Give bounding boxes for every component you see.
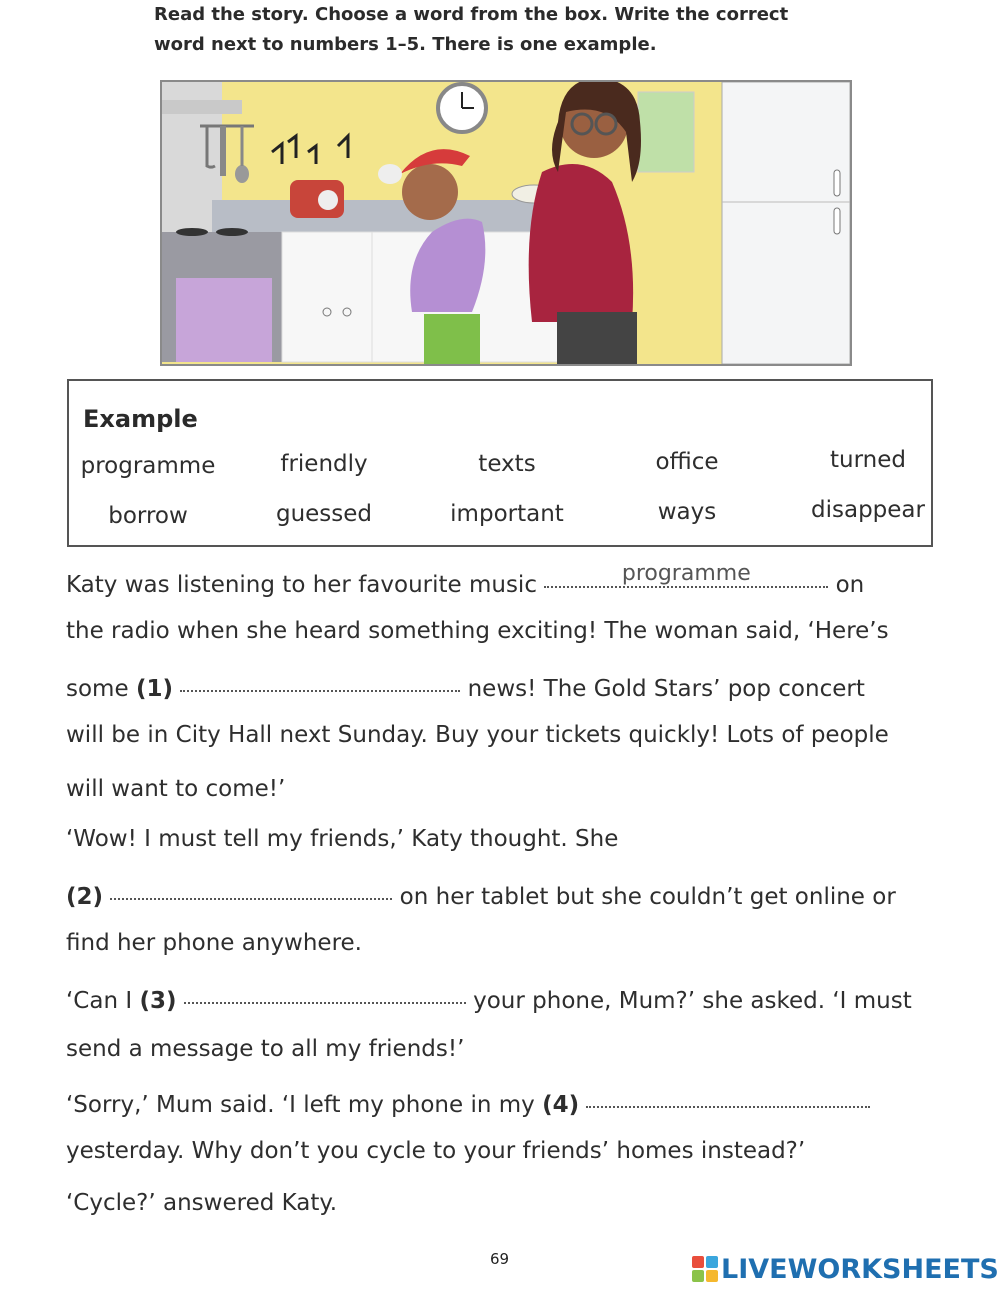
instruction-line-1: Read the story. Choose a word from the box. Write the correct <box>154 4 789 25</box>
answer-gap-3[interactable] <box>184 982 466 1008</box>
story-line-12: yesterday. Why don’t you cycle to your friends’ homes instead?’ <box>66 1138 806 1164</box>
word-guessed: guessed <box>275 501 373 527</box>
word-borrow: borrow <box>108 503 188 529</box>
word-important: important <box>450 501 564 527</box>
story-text: some <box>66 676 129 702</box>
word-programme: programme <box>80 453 216 479</box>
word-ways: ways <box>657 499 717 525</box>
story-line-9 <box>66 982 912 1014</box>
answer-gap-1[interactable] <box>180 670 460 696</box>
story-line-6: ‘Wow! I must tell my friends,’ Katy thought. She <box>66 826 619 852</box>
word-office: office <box>655 449 719 475</box>
story-line-5: will want to come!’ <box>66 776 286 802</box>
question-number-2: (2) <box>66 884 104 910</box>
word-turned: turned <box>830 447 906 473</box>
word-disappear: disappear <box>811 497 925 523</box>
story-line-10: send a message to all my friends!’ <box>66 1036 465 1062</box>
answer-gap-4[interactable] <box>586 1086 870 1112</box>
question-number-1: (1) <box>135 676 173 702</box>
liveworksheets-logo[interactable] <box>692 1253 999 1285</box>
question-number-3: (3) <box>139 988 177 1014</box>
dotted-line <box>184 996 466 1004</box>
logo-square <box>692 1270 704 1282</box>
story-line-4: will be in City Hall next Sunday. Buy your tickets quickly! Lots of people <box>66 722 889 748</box>
story-line-13: ‘Cycle?’ answered Katy. <box>66 1190 338 1216</box>
story-line-2: the radio when she heard something exciting! The woman said, ‘Here’s <box>66 618 889 644</box>
story-text: your phone, Mum?’ she asked. ‘I must <box>473 988 912 1014</box>
dotted-line <box>110 892 392 900</box>
logo-grid-icon <box>692 1256 718 1282</box>
story-text: news! The Gold Stars’ pop concert <box>467 676 865 702</box>
word-box <box>67 379 933 547</box>
story-text: on her tablet but she couldn’t get online or <box>399 884 896 910</box>
logo-square <box>706 1270 718 1282</box>
story-line-1 <box>66 561 865 598</box>
instructions <box>154 0 854 60</box>
kitchen-illustration <box>160 80 852 366</box>
instruction-line-2: word next to numbers 1–5. There is one example. <box>154 34 657 55</box>
word-box-title: Example <box>83 405 198 433</box>
story-line-3 <box>66 670 865 702</box>
logo-square <box>706 1256 718 1268</box>
dotted-line <box>586 1100 870 1108</box>
question-number-4: (4) <box>542 1092 580 1118</box>
word-friendly: friendly <box>280 451 368 477</box>
story-line-11 <box>66 1086 870 1118</box>
story-text: ‘Can I <box>66 988 133 1014</box>
example-answer: programme <box>621 561 751 586</box>
story-line-8: find her phone anywhere. <box>66 930 362 956</box>
brand-name: LIVEWORKSHEETS <box>721 1253 999 1285</box>
logo-square <box>692 1256 704 1268</box>
story-text: ‘Sorry,’ Mum said. ‘I left my phone in my <box>66 1092 535 1118</box>
story-text: on <box>835 572 865 598</box>
dotted-line <box>180 684 460 692</box>
page-number: 69 <box>490 1250 510 1268</box>
word-texts: texts <box>478 451 536 477</box>
kitchen-scene-svg <box>162 82 850 364</box>
example-answer-gap <box>544 561 828 592</box>
answer-gap-2[interactable] <box>110 878 392 904</box>
story-text: Katy was listening to her favourite music <box>66 572 537 598</box>
story-line-7 <box>66 878 896 910</box>
